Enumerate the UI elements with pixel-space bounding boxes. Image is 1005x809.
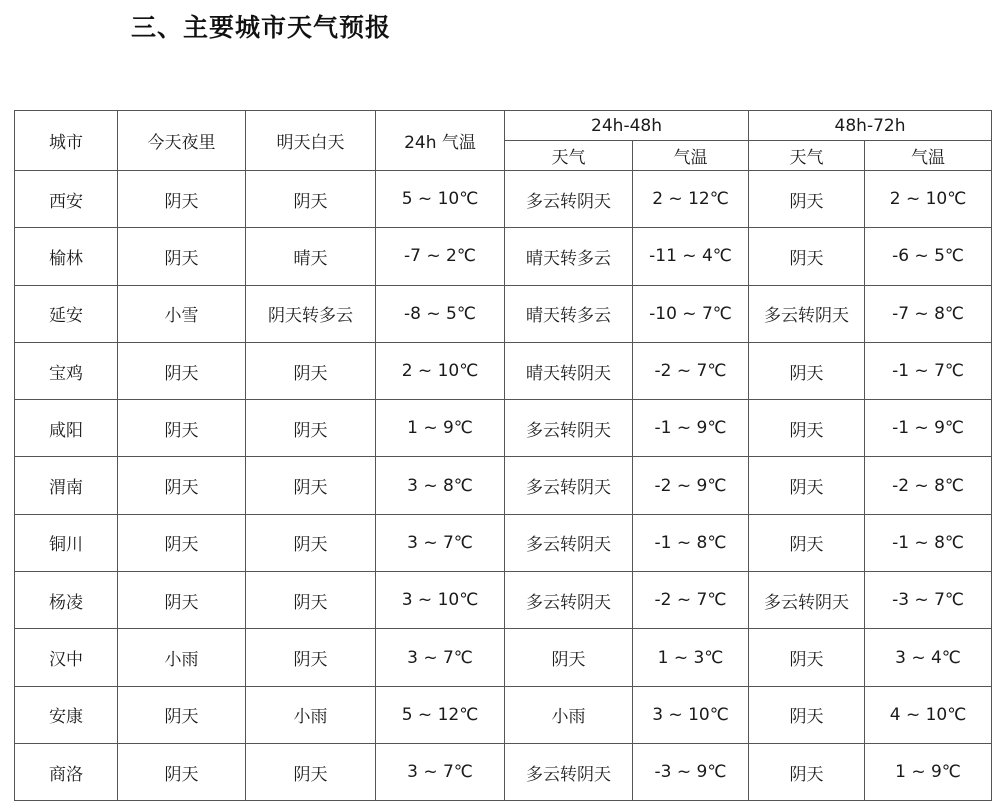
weather-24-48-cell: 晴天转多云 — [505, 285, 633, 342]
temp-24h-cell: 1 ~ 9℃ — [376, 400, 505, 457]
tonight-cell: 小雨 — [118, 629, 246, 686]
temp-24h-cell: 3 ~ 7℃ — [376, 629, 505, 686]
weather-48-72-cell: 阴天 — [749, 457, 865, 514]
temp-24-48-cell: -1 ~ 8℃ — [633, 514, 749, 571]
weather-48-72-cell: 阴天 — [749, 400, 865, 457]
tonight-cell: 阴天 — [118, 342, 246, 399]
weather-48-72-cell: 阴天 — [749, 171, 865, 228]
weather-24-48-cell: 多云转阴天 — [505, 400, 633, 457]
weather-24-48-cell: 多云转阴天 — [505, 743, 633, 800]
temp-24h-cell: 3 ~ 7℃ — [376, 743, 505, 800]
temp-48-72-cell: -6 ~ 5℃ — [865, 228, 992, 285]
weather-24-48-cell: 晴天转阴天 — [505, 342, 633, 399]
tonight-cell: 阴天 — [118, 686, 246, 743]
table-row — [15, 686, 992, 743]
tomorrow-day-cell: 阴天 — [246, 629, 376, 686]
temp-48-72-cell: -1 ~ 8℃ — [865, 514, 992, 571]
tonight-cell: 小雪 — [118, 285, 246, 342]
header-row-top — [15, 111, 992, 141]
table-row — [15, 629, 992, 686]
header-temp-48-72: 气温 — [865, 141, 992, 171]
tonight-cell: 阴天 — [118, 228, 246, 285]
city-cell: 西安 — [15, 171, 118, 228]
table-body — [15, 171, 992, 801]
page-title: 三、主要城市天气预报 — [131, 13, 392, 42]
temp-24-48-cell: -2 ~ 7℃ — [633, 572, 749, 629]
temp-24-48-cell: 2 ~ 12℃ — [633, 171, 749, 228]
header-temp-24h: 24h 气温 — [376, 111, 505, 171]
tonight-cell: 阴天 — [118, 457, 246, 514]
weather-48-72-cell: 阴天 — [749, 629, 865, 686]
weather-24-48-cell: 多云转阴天 — [505, 514, 633, 571]
temp-24h-cell: -8 ~ 5℃ — [376, 285, 505, 342]
tomorrow-day-cell: 阴天 — [246, 743, 376, 800]
tomorrow-day-cell: 小雨 — [246, 686, 376, 743]
header-weather-48-72: 天气 — [749, 141, 865, 171]
tonight-cell: 阴天 — [118, 514, 246, 571]
weather-24-48-cell: 小雨 — [505, 686, 633, 743]
header-weather-24-48: 天气 — [505, 141, 633, 171]
table-row — [15, 743, 992, 800]
tomorrow-day-cell: 阴天 — [246, 400, 376, 457]
tomorrow-day-cell: 阴天 — [246, 171, 376, 228]
header-temp-24-48: 气温 — [633, 141, 749, 171]
table-row — [15, 342, 992, 399]
temp-24-48-cell: -2 ~ 9℃ — [633, 457, 749, 514]
tomorrow-day-cell: 阴天 — [246, 457, 376, 514]
table-row — [15, 572, 992, 629]
table-row — [15, 514, 992, 571]
temp-48-72-cell: -7 ~ 8℃ — [865, 285, 992, 342]
weather-48-72-cell: 阴天 — [749, 228, 865, 285]
city-cell: 咸阳 — [15, 400, 118, 457]
city-cell: 杨凌 — [15, 572, 118, 629]
forecast-table — [14, 110, 992, 801]
weather-48-72-cell: 阴天 — [749, 743, 865, 800]
temp-24-48-cell: 3 ~ 10℃ — [633, 686, 749, 743]
header-tonight: 今天夜里 — [118, 111, 246, 171]
table-row — [15, 400, 992, 457]
temp-24-48-cell: -2 ~ 7℃ — [633, 342, 749, 399]
table-header — [15, 111, 992, 171]
header-city: 城市 — [15, 111, 118, 171]
weather-24-48-cell: 阴天 — [505, 629, 633, 686]
city-cell: 铜川 — [15, 514, 118, 571]
table-row — [15, 457, 992, 514]
temp-24-48-cell: 1 ~ 3℃ — [633, 629, 749, 686]
weather-48-72-cell: 多云转阴天 — [749, 572, 865, 629]
city-cell: 安康 — [15, 686, 118, 743]
tomorrow-day-cell: 阴天 — [246, 342, 376, 399]
tonight-cell: 阴天 — [118, 400, 246, 457]
weather-24-48-cell: 多云转阴天 — [505, 572, 633, 629]
weather-48-72-cell: 阴天 — [749, 686, 865, 743]
temp-48-72-cell: -2 ~ 8℃ — [865, 457, 992, 514]
temp-24h-cell: -7 ~ 2℃ — [376, 228, 505, 285]
temp-24h-cell: 3 ~ 8℃ — [376, 457, 505, 514]
tomorrow-day-cell: 阴天 — [246, 572, 376, 629]
temp-24h-cell: 3 ~ 7℃ — [376, 514, 505, 571]
table-row — [15, 285, 992, 342]
weather-48-72-cell: 阴天 — [749, 342, 865, 399]
temp-24h-cell: 5 ~ 12℃ — [376, 686, 505, 743]
temp-48-72-cell: 2 ~ 10℃ — [865, 171, 992, 228]
temp-48-72-cell: 1 ~ 9℃ — [865, 743, 992, 800]
table-row — [15, 228, 992, 285]
temp-24h-cell: 2 ~ 10℃ — [376, 342, 505, 399]
temp-24-48-cell: -1 ~ 9℃ — [633, 400, 749, 457]
table-row — [15, 171, 992, 228]
weather-48-72-cell: 多云转阴天 — [749, 285, 865, 342]
weather-48-72-cell: 阴天 — [749, 514, 865, 571]
city-cell: 汉中 — [15, 629, 118, 686]
temp-24-48-cell: -11 ~ 4℃ — [633, 228, 749, 285]
header-period-24-48: 24h-48h — [505, 111, 749, 141]
weather-24-48-cell: 晴天转多云 — [505, 228, 633, 285]
temp-24-48-cell: -3 ~ 9℃ — [633, 743, 749, 800]
city-cell: 榆林 — [15, 228, 118, 285]
tomorrow-day-cell: 晴天 — [246, 228, 376, 285]
tomorrow-day-cell: 阴天转多云 — [246, 285, 376, 342]
temp-48-72-cell: 3 ~ 4℃ — [865, 629, 992, 686]
tonight-cell: 阴天 — [118, 572, 246, 629]
temp-48-72-cell: 4 ~ 10℃ — [865, 686, 992, 743]
header-period-48-72: 48h-72h — [749, 111, 992, 141]
temp-48-72-cell: -1 ~ 9℃ — [865, 400, 992, 457]
header-tomorrow-day: 明天白天 — [246, 111, 376, 171]
tonight-cell: 阴天 — [118, 171, 246, 228]
city-cell: 渭南 — [15, 457, 118, 514]
weather-24-48-cell: 多云转阴天 — [505, 457, 633, 514]
tomorrow-day-cell: 阴天 — [246, 514, 376, 571]
temp-24h-cell: 5 ~ 10℃ — [376, 171, 505, 228]
city-cell: 商洛 — [15, 743, 118, 800]
city-cell: 宝鸡 — [15, 342, 118, 399]
weather-24-48-cell: 多云转阴天 — [505, 171, 633, 228]
tonight-cell: 阴天 — [118, 743, 246, 800]
temp-24-48-cell: -10 ~ 7℃ — [633, 285, 749, 342]
temp-48-72-cell: -1 ~ 7℃ — [865, 342, 992, 399]
temp-24h-cell: 3 ~ 10℃ — [376, 572, 505, 629]
temp-48-72-cell: -3 ~ 7℃ — [865, 572, 992, 629]
city-cell: 延安 — [15, 285, 118, 342]
